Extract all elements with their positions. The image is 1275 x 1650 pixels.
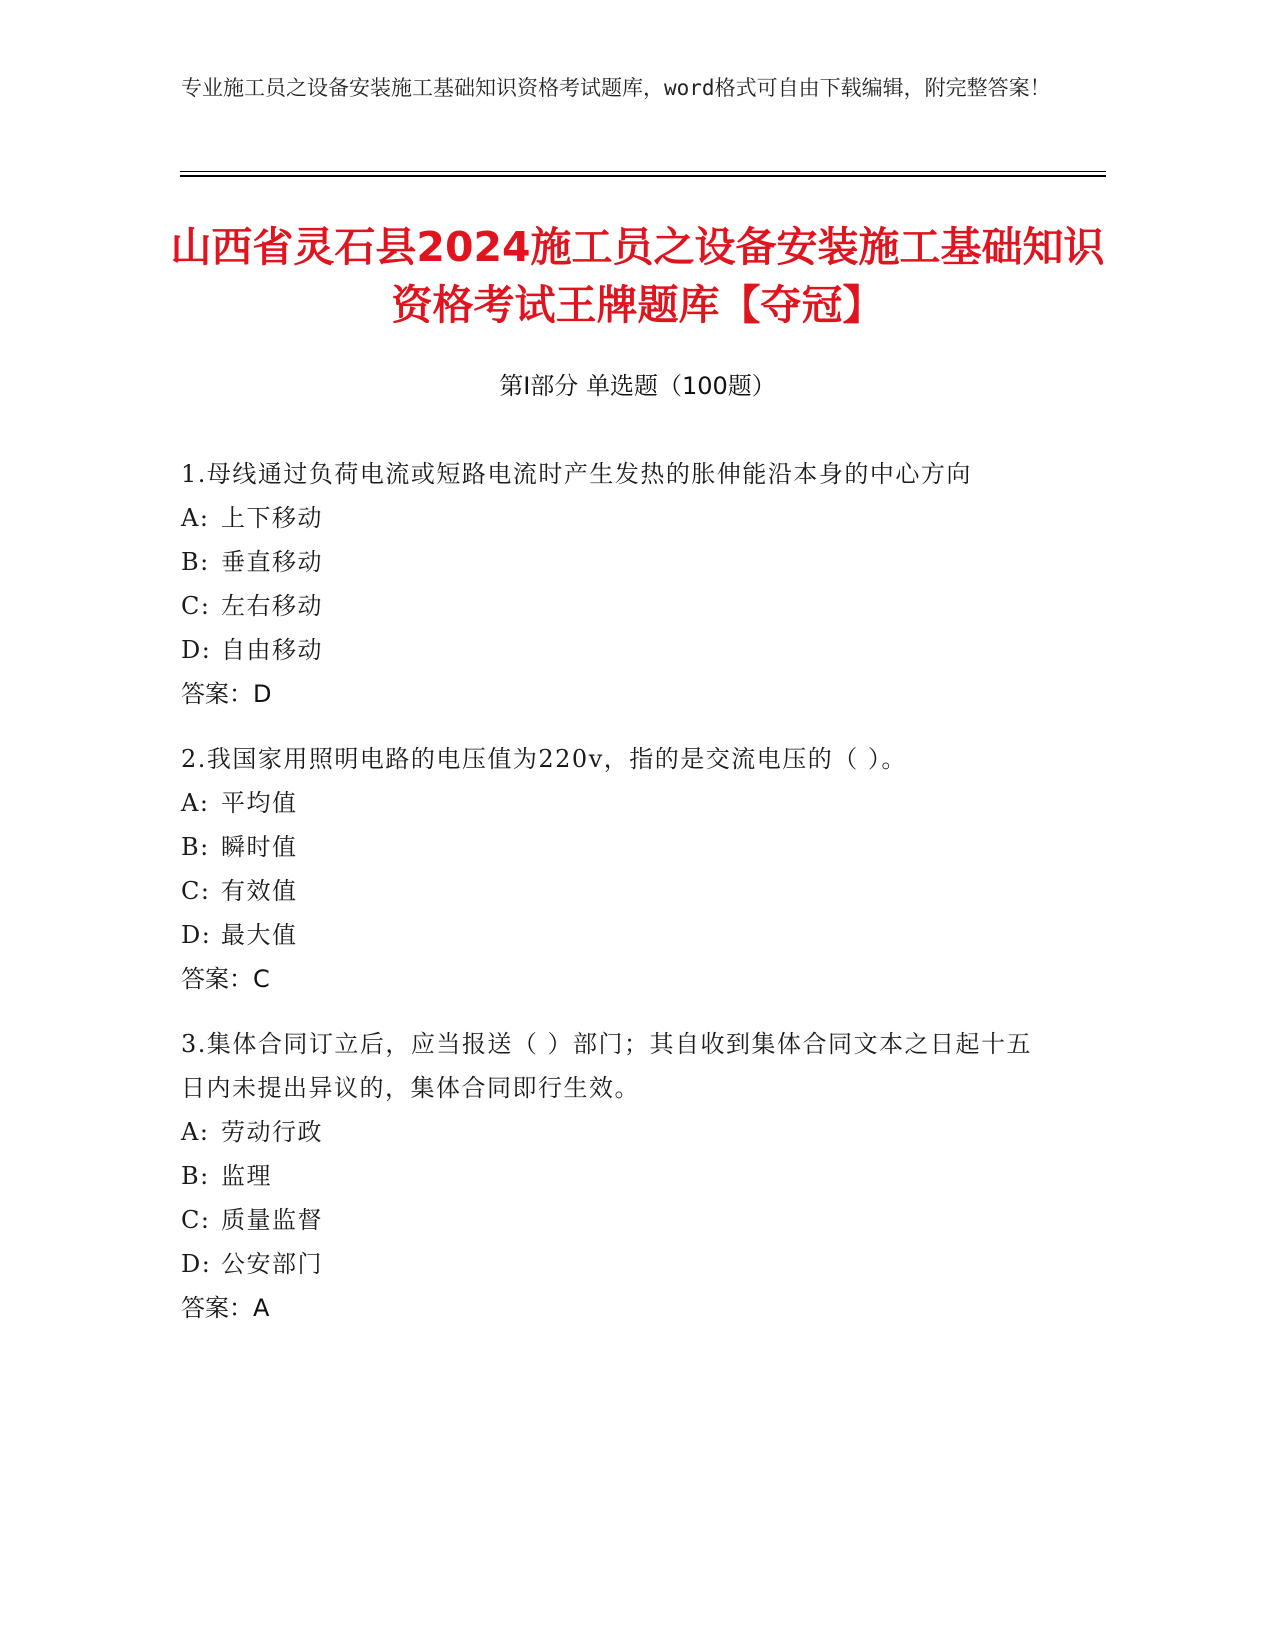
option-key: B: — [181, 1162, 210, 1190]
option-d — [181, 628, 1041, 672]
option-d — [181, 1242, 1041, 1286]
option-text: 最大值 — [221, 921, 298, 949]
option-text: 公安部门 — [221, 1250, 323, 1278]
question-item — [181, 1022, 1041, 1330]
option-text: 左右移动 — [221, 592, 323, 620]
option-key: C: — [181, 592, 211, 620]
answer-line: 答案：A — [181, 1294, 270, 1322]
option-text: 劳动行政 — [221, 1118, 323, 1146]
option-key: D: — [181, 1250, 212, 1278]
header-note: 专业施工员之设备安装施工基础知识资格考试题库，word格式可自由下载编辑，附完整答案！ — [181, 76, 1051, 100]
option-c — [181, 1198, 1041, 1242]
option-key: B: — [181, 548, 210, 576]
option-text: 垂直移动 — [221, 548, 323, 576]
option-key: A: — [181, 789, 210, 817]
header-divider-thick — [180, 175, 1106, 177]
option-b — [181, 540, 1041, 584]
option-d — [181, 913, 1041, 957]
option-c — [181, 869, 1041, 913]
answer-line: 答案：C — [181, 965, 270, 993]
document-title: 山西省灵石县2024施工员之设备安装施工基础知识资格考试王牌题库【夺冠】 — [170, 223, 1105, 329]
option-text: 瞬时值 — [221, 833, 298, 861]
option-text: 监理 — [221, 1162, 272, 1190]
option-key: A: — [181, 504, 210, 532]
option-text: 自由移动 — [221, 636, 323, 664]
option-c — [181, 584, 1041, 628]
option-a — [181, 1110, 1041, 1154]
option-b — [181, 1154, 1041, 1198]
option-text: 上下移动 — [221, 504, 323, 532]
question-stem: 1.母线通过负荷电流或短路电流时产生发热的胀伸能沿本身的中心方向 — [181, 460, 972, 488]
section-title: 第Ⅰ部分 单选题（100题） — [499, 372, 776, 400]
option-text: 平均值 — [221, 789, 298, 817]
option-key: C: — [181, 1206, 211, 1234]
option-text: 质量监督 — [221, 1206, 323, 1234]
question-list — [181, 452, 1041, 1351]
option-key: D: — [181, 921, 212, 949]
option-key: A: — [181, 1118, 210, 1146]
option-a — [181, 496, 1041, 540]
question-item — [181, 737, 1041, 1001]
option-key: C: — [181, 877, 211, 905]
option-key: B: — [181, 833, 210, 861]
question-item — [181, 452, 1041, 716]
question-stem: 3.集体合同订立后，应当报送（ ）部门；其自收到集体合同文本之日起十五日内未提出异议的，集体合同即行生效。 — [181, 1030, 1033, 1102]
option-text: 有效值 — [221, 877, 298, 905]
question-stem: 2.我国家用照明电路的电压值为220v，指的是交流电压的（ ）。 — [181, 745, 907, 773]
option-a — [181, 781, 1041, 825]
option-key: D: — [181, 636, 212, 664]
header-divider-thin — [180, 171, 1106, 172]
option-b — [181, 825, 1041, 869]
answer-line: 答案：D — [181, 680, 272, 708]
